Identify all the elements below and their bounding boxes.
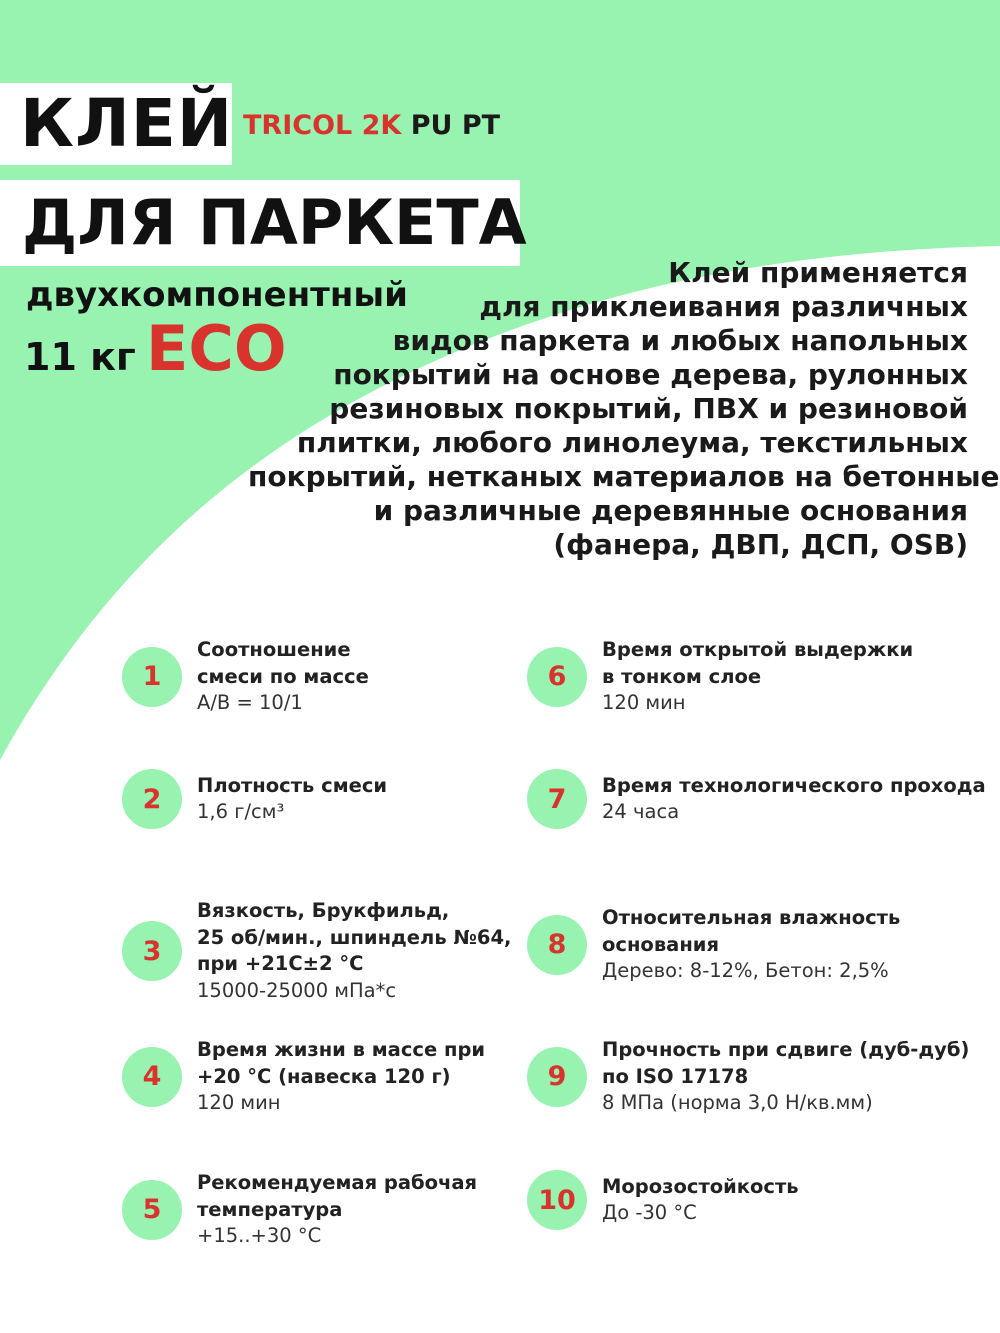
title-line2-box — [0, 180, 527, 266]
spec-text — [197, 773, 387, 826]
description-line: видов паркета и любых напольных — [392, 324, 968, 357]
spec-item — [122, 637, 369, 717]
spec-item — [527, 769, 986, 829]
spec-number-badge: 8 — [527, 915, 587, 975]
spec-number-badge: 2 — [122, 769, 182, 829]
spec-item — [122, 1037, 485, 1117]
spec-label: Время технологического прохода — [602, 773, 986, 797]
spec-item — [527, 1037, 969, 1117]
description-line: Клей применяется — [668, 256, 968, 289]
spec-number-badge: 9 — [527, 1047, 587, 1107]
spec-label: Прочность при сдвиге (дуб-дуб) по ISO 17178 — [602, 1038, 970, 1088]
spec-value: 24 часа — [602, 800, 680, 823]
description-line: покрытий на основе дерева, рулонных — [333, 358, 968, 391]
spec-value: 120 мин — [602, 691, 686, 714]
eco-label: ECO — [146, 312, 287, 385]
product-weight: 11 кг — [24, 335, 136, 379]
spec-value: 15000-25000 мПа*с — [197, 978, 397, 1002]
spec-number-badge: 1 — [122, 647, 182, 707]
spec-label: Вязкость, Брукфильд, 25 об/мин., шпиндель №64, при +21С±2 °С — [197, 899, 512, 975]
spec-number-badge: 4 — [122, 1047, 182, 1107]
spec-value: A/B = 10/1 — [197, 691, 303, 714]
product-title-line1: КЛЕЙ — [20, 85, 234, 162]
brand-name-dark: PU PT — [410, 110, 501, 141]
description-line: (фанера, ДВП, ДСП, OSB) — [553, 528, 968, 561]
spec-item — [527, 637, 913, 717]
spec-label: Время открытой выдержки в тонком слое — [602, 638, 914, 688]
spec-value: 8 МПа (норма 3,0 Н/кв.мм) — [602, 1091, 873, 1114]
spec-item — [527, 905, 900, 985]
description-line: резиновых покрытий, ПВХ и резиновой — [329, 392, 968, 425]
spec-label: Рекомендуемая рабочая температура — [197, 1171, 478, 1221]
spec-text — [602, 905, 900, 985]
description-line: и различные деревянные основания — [373, 494, 968, 527]
spec-number-badge: 3 — [122, 921, 182, 981]
spec-item — [122, 898, 511, 1004]
spec-text — [602, 637, 913, 717]
brand-name — [243, 112, 500, 139]
spec-text — [602, 773, 986, 826]
spec-value: До -30 °С — [602, 1201, 697, 1224]
spec-value: Дерево: 8-12%, Бетон: 2,5% — [602, 959, 889, 982]
brand-name-red: TRICOL 2K — [243, 110, 402, 141]
description-line: для приклеивания различных — [479, 290, 968, 323]
spec-label: Соотношение смеси по массе — [197, 638, 369, 688]
spec-text — [602, 1174, 799, 1227]
product-subtitle: двухкомпонентный — [26, 275, 408, 315]
spec-item — [122, 1170, 477, 1250]
spec-label: Время жизни в массе при +20 °С (навеска 120 г) — [197, 1038, 486, 1088]
spec-label: Морозостойкость — [602, 1174, 799, 1198]
product-title-line2: ДЛЯ ПАРКЕТА — [22, 186, 527, 259]
spec-text — [197, 637, 369, 717]
spec-value: 1,6 г/см³ — [197, 800, 285, 823]
spec-text — [197, 898, 511, 1004]
spec-label: Плотность смеси — [197, 773, 388, 797]
description-line: покрытий, нетканых материалов на бетонные — [248, 460, 1000, 493]
spec-number-badge: 10 — [527, 1170, 587, 1230]
spec-item — [122, 769, 387, 829]
spec-item — [527, 1170, 799, 1230]
spec-text — [197, 1037, 485, 1117]
title-line1-box — [0, 83, 232, 165]
product-description — [248, 256, 1000, 562]
spec-text — [602, 1037, 969, 1117]
spec-text — [197, 1170, 477, 1250]
spec-number-badge: 7 — [527, 769, 587, 829]
spec-number-badge: 6 — [527, 647, 587, 707]
spec-number-badge: 5 — [122, 1180, 182, 1240]
spec-value: 120 мин — [197, 1091, 281, 1114]
spec-value: +15..+30 °С — [197, 1224, 322, 1247]
spec-label: Относительная влажность основания — [602, 906, 901, 956]
description-line: плитки, любого линолеума, текстильных — [296, 426, 968, 459]
